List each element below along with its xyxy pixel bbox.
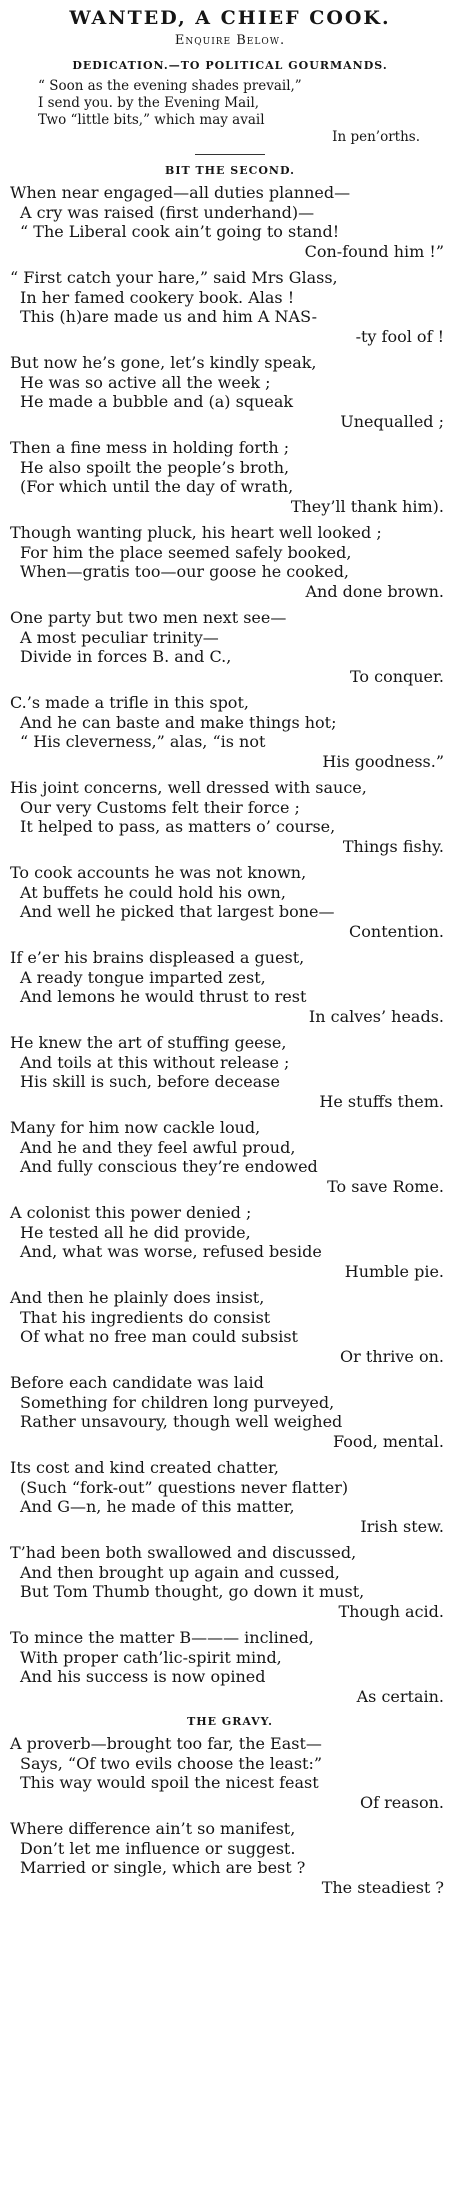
stanza-line: He knew the art of stuffing geese, xyxy=(10,1033,287,1052)
stanza-refrain: Food, mental. xyxy=(332,1431,444,1451)
stanza-line: And G—n, he made of this matter, xyxy=(20,1497,295,1516)
stanza-line: Says, “Of two evils choose the least:” xyxy=(20,1753,323,1773)
stanza-line: And toils at this without release ; xyxy=(20,1052,290,1072)
stanza-line: And then he plainly does insist, xyxy=(10,1288,265,1307)
stanza-line: And fully conscious they’re endowed xyxy=(20,1157,318,1176)
stanza-line: To mince the matter B——— inclined, xyxy=(10,1628,314,1647)
stanza xyxy=(10,778,450,856)
stanza-line: (For which until the day of wrath, xyxy=(20,477,294,496)
stanza-line: A colonist this power denied ; xyxy=(10,1203,252,1222)
stanza-line: Of what no free man could subsist xyxy=(20,1327,298,1346)
stanza-line: When near engaged—all duties planned— xyxy=(10,183,351,202)
stanza-line: “ His cleverness,” alas, “is not xyxy=(20,732,266,751)
stanza xyxy=(10,1734,450,1812)
stanza-line: At buffets he could hold his own, xyxy=(20,882,286,902)
stanza-refrain: As certain. xyxy=(356,1686,444,1706)
stanza-refrain: -ty fool of ! xyxy=(355,326,444,346)
dedication-block xyxy=(10,78,450,146)
stanza-line: One party but two men next see— xyxy=(10,608,287,627)
bit-heading: BIT THE SECOND. xyxy=(165,164,295,177)
stanza-line: This way would spoil the nicest feast xyxy=(20,1773,319,1792)
dedication-line: Two “little bits,” which may avail xyxy=(38,112,265,128)
stanza xyxy=(10,1203,450,1281)
stanza-line: “ First catch your hare,” said Mrs Glass, xyxy=(10,268,338,287)
stanza-line: He tested all he did provide, xyxy=(20,1222,251,1242)
stanza-line: Many for him now cackle loud, xyxy=(10,1118,261,1137)
stanza-line: His skill is such, before decease xyxy=(20,1072,280,1091)
stanza-refrain: They’ll thank him). xyxy=(290,496,444,516)
stanza-refrain: Irish stew. xyxy=(360,1516,444,1536)
stanza-line: And well he picked that largest bone— xyxy=(20,902,335,921)
stanza-refrain: In calves’ heads. xyxy=(308,1006,444,1026)
stanza-line: This (h)are made us and him A NAS- xyxy=(20,307,318,326)
stanza xyxy=(10,523,450,601)
dedication-line: In pen’orths. xyxy=(332,129,420,145)
stanza xyxy=(10,1373,450,1451)
stanza xyxy=(10,1288,450,1366)
dedication-heading: DEDICATION.—TO POLITICAL GOURMANDS. xyxy=(72,59,388,72)
stanza-refrain: Of reason. xyxy=(359,1792,444,1812)
stanza-line: And then brought up again and cussed, xyxy=(20,1562,340,1582)
stanza-line: Where difference ain’t so manifest, xyxy=(10,1819,296,1838)
stanza-line: Divide in forces B. and C., xyxy=(20,647,232,666)
stanza xyxy=(10,693,450,771)
stanza-line: That his ingredients do consist xyxy=(20,1307,271,1327)
stanza-line: And lemons he would thrust to rest xyxy=(20,987,307,1006)
gravy-body xyxy=(10,1734,450,1897)
stanza-refrain: Con-found him !” xyxy=(304,241,444,261)
stanza-line: When—gratis too—our goose he cooked, xyxy=(20,562,350,581)
stanza-line: (Such “fork-out” questions never flatter) xyxy=(20,1477,349,1497)
stanza-line: Though wanting pluck, his heart well looked ; xyxy=(10,523,382,542)
stanza-line: And, what was worse, refused beside xyxy=(20,1242,322,1261)
stanza-line: Don’t let me influence or suggest. xyxy=(20,1838,296,1858)
stanza-line: But Tom Thumb thought, go down it must, xyxy=(20,1582,365,1601)
stanza-line: And his success is now opined xyxy=(20,1667,266,1686)
stanza-line: T’had been both swallowed and discussed, xyxy=(10,1543,357,1562)
dedication-line: I send you. by the Evening Mail, xyxy=(38,95,260,111)
stanza-refrain: Though acid. xyxy=(338,1601,444,1621)
stanza-line: His joint concerns, well dressed with sauce, xyxy=(10,778,367,797)
poem-body xyxy=(10,183,450,1706)
stanza-line: Its cost and kind created chatter, xyxy=(10,1458,279,1477)
stanza-line: Rather unsavoury, though well weighed xyxy=(20,1412,343,1431)
stanza xyxy=(10,863,450,941)
stanza-line: For him the place seemed safely booked, xyxy=(20,542,352,562)
stanza-refrain: Humble pie. xyxy=(344,1261,444,1281)
stanza-line: In her famed cookery book. Alas ! xyxy=(20,287,295,307)
stanza-line: “ The Liberal cook ain’t going to stand! xyxy=(20,222,340,241)
stanza-refrain: The steadiest ? xyxy=(321,1877,444,1897)
stanza-line: It helped to pass, as matters o’ course, xyxy=(20,817,336,836)
stanza-line: Before each candidate was laid xyxy=(10,1373,264,1392)
stanza-line: Then a fine mess in holding forth ; xyxy=(10,438,290,457)
stanza xyxy=(10,1458,450,1536)
stanza-refrain: To save Rome. xyxy=(327,1176,444,1196)
stanza-line: A cry was raised (first underhand)— xyxy=(20,202,315,222)
stanza-line: And he can baste and make things hot; xyxy=(20,712,337,732)
stanza xyxy=(10,948,450,1026)
stanza-line: If e’er his brains displeased a guest, xyxy=(10,948,305,967)
stanza xyxy=(10,1819,450,1897)
stanza xyxy=(10,1543,450,1621)
stanza-line: And he and they feel awful proud, xyxy=(20,1137,296,1157)
dedication-line: “ Soon as the evening shades prevail,” xyxy=(38,78,302,94)
stanza-refrain: His goodness.” xyxy=(322,751,444,771)
stanza-line: To cook accounts he was not known, xyxy=(10,863,307,882)
stanza-refrain: Things fishy. xyxy=(342,836,444,856)
stanza xyxy=(10,353,450,431)
stanza xyxy=(10,608,450,686)
stanza-line: Something for children long purveyed, xyxy=(20,1392,335,1412)
stanza-line: He was so active all the week ; xyxy=(20,372,271,392)
stanza xyxy=(10,268,450,346)
subtitle: Enquire Below. xyxy=(174,33,286,48)
stanza-refrain: Contention. xyxy=(349,921,444,941)
stanza-line: He also spoilt the people’s broth, xyxy=(20,457,290,477)
stanza-line: But now he’s gone, let’s kindly speak, xyxy=(10,353,317,372)
stanza-line: Our very Customs felt their force ; xyxy=(20,797,300,817)
stanza-refrain: To conquer. xyxy=(349,666,444,686)
stanza-line: With proper cath’lic-spirit mind, xyxy=(20,1647,282,1667)
divider xyxy=(195,154,265,155)
stanza-line: A ready tongue imparted zest, xyxy=(20,967,266,987)
stanza xyxy=(10,438,450,516)
stanza-refrain: And done brown. xyxy=(305,581,444,601)
stanza-refrain: Unequalled ; xyxy=(340,411,444,431)
page-title: WANTED, A CHIEF COOK. xyxy=(69,7,391,29)
gravy-heading: THE GRAVY. xyxy=(187,1715,273,1728)
stanza xyxy=(10,1628,450,1706)
stanza-line: He made a bubble and (a) squeak xyxy=(20,392,294,411)
stanza xyxy=(10,1118,450,1196)
stanza-refrain: He stuffs them. xyxy=(319,1091,444,1111)
stanza-line: Married or single, which are best ? xyxy=(20,1858,306,1877)
stanza-line: A most peculiar trinity— xyxy=(20,627,219,647)
stanza-line: A proverb—brought too far, the East— xyxy=(10,1734,322,1753)
stanza xyxy=(10,183,450,261)
stanza-refrain: Or thrive on. xyxy=(340,1346,444,1366)
stanza-line: C.’s made a trifle in this spot, xyxy=(10,693,249,712)
stanza xyxy=(10,1033,450,1111)
